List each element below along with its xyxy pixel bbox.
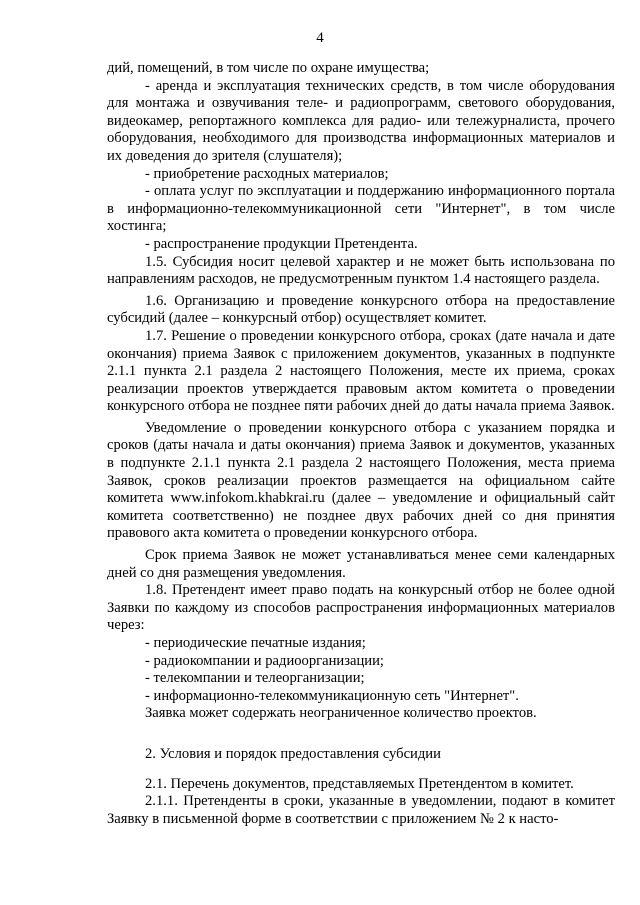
- clause-1-8: 1.8. Претендент имеет право подать на конкурсный отбор не более одной Заявки по каждому из способов распространения информационных материалов через:: [107, 582, 615, 634]
- list-item-distribution: - распространение продукции Претендента.: [145, 235, 418, 252]
- list-item-tv: - телекомпании и телеорганизации;: [145, 670, 365, 687]
- list-item-internet: - информационно-телекоммуникационную сеть "Интернет".: [145, 687, 519, 704]
- list-item-radio: - радиокомпании и радиоорганизации;: [145, 652, 384, 669]
- paragraph-continuation: дий, помещений, в том числе по охране имущества;: [107, 60, 430, 76]
- page-number: 4: [316, 30, 324, 46]
- list-item-equipment-rental: - аренда и эксплуатация технических средств, в том числе оборудования для монтажа и озвучивания теле- и радиопрограмм, светового оборудования, видеокамер, репортажного комплекса для радио- или тележурналиста, прочего оборудования, необходимого для производства информационных материалов и их доведения до зрителя (слушателя);: [107, 77, 615, 164]
- notification-paragraph: Уведомление о проведении конкурсного отбора с указанием порядка и сроков (даты начала и даты окончания) приема Заявок и документов, указанных в подпункте 2.1.1 пункта 2.1 раздела 2 настоящего Положения, места приема Заявок, сроков реализации проектов размещается на официальном сайте комитета www.infokom.khabkrai.ru (далее – уведомление и официальный сайт комитета соответственно) не позднее двух рабочих дней со дня принятия правового акта комитета о проведении конкурсного отбора.: [107, 419, 615, 542]
- projects-paragraph: Заявка может содержать неограниченное количество проектов.: [145, 705, 537, 722]
- list-item-portal-services: - оплата услуг по эксплуатации и поддержанию информационного портала в информационно-телекоммуникационной сети "Интернет", в том числе хостинга;: [107, 183, 615, 235]
- clause-2-1: 2.1. Перечень документов, представляемых Претендентом в комитет.: [145, 775, 574, 792]
- clause-1-6: 1.6. Организацию и проведение конкурсного отбора на предоставление субсидий (далее – конкурсный отбор) осуществляет комитет.: [107, 292, 615, 327]
- clause-1-7: 1.7. Решение о проведении конкурсного отбора, сроках (дате начала и дате окончания) приема Заявок с приложением документов, указанных в подпункте 2.1.1 пункта 2.1 раздела 2 настоящего Положения, месте их приема, сроках реализации проектов утверждается правовым актом комитета о проведении конкурсного отбора не позднее пяти рабочих дней до даты начала приема Заявок.: [107, 327, 615, 415]
- list-item-consumables: - приобретение расходных материалов;: [145, 165, 389, 182]
- document-body: [107, 60, 615, 828]
- list-item-print-media: - периодические печатные издания;: [145, 635, 366, 651]
- clause-1-5: 1.5. Субсидия носит целевой характер и не может быть использована по направлениям расходов, не предусмотренным пунктом 1.4 настоящего раздела.: [107, 253, 615, 288]
- clause-2-1-1: 2.1.1. Претенденты в сроки, указанные в уведомлении, подают в комитет Заявку в письменной форме в соответствии с приложением № 2 к насто-: [107, 793, 615, 827]
- application-deadline-paragraph: Срок приема Заявок не может устанавливаться менее семи календарных дней со дня размещения уведомления.: [107, 547, 615, 581]
- section-2-heading: 2. Условия и порядок предоставления субсидии: [145, 745, 441, 762]
